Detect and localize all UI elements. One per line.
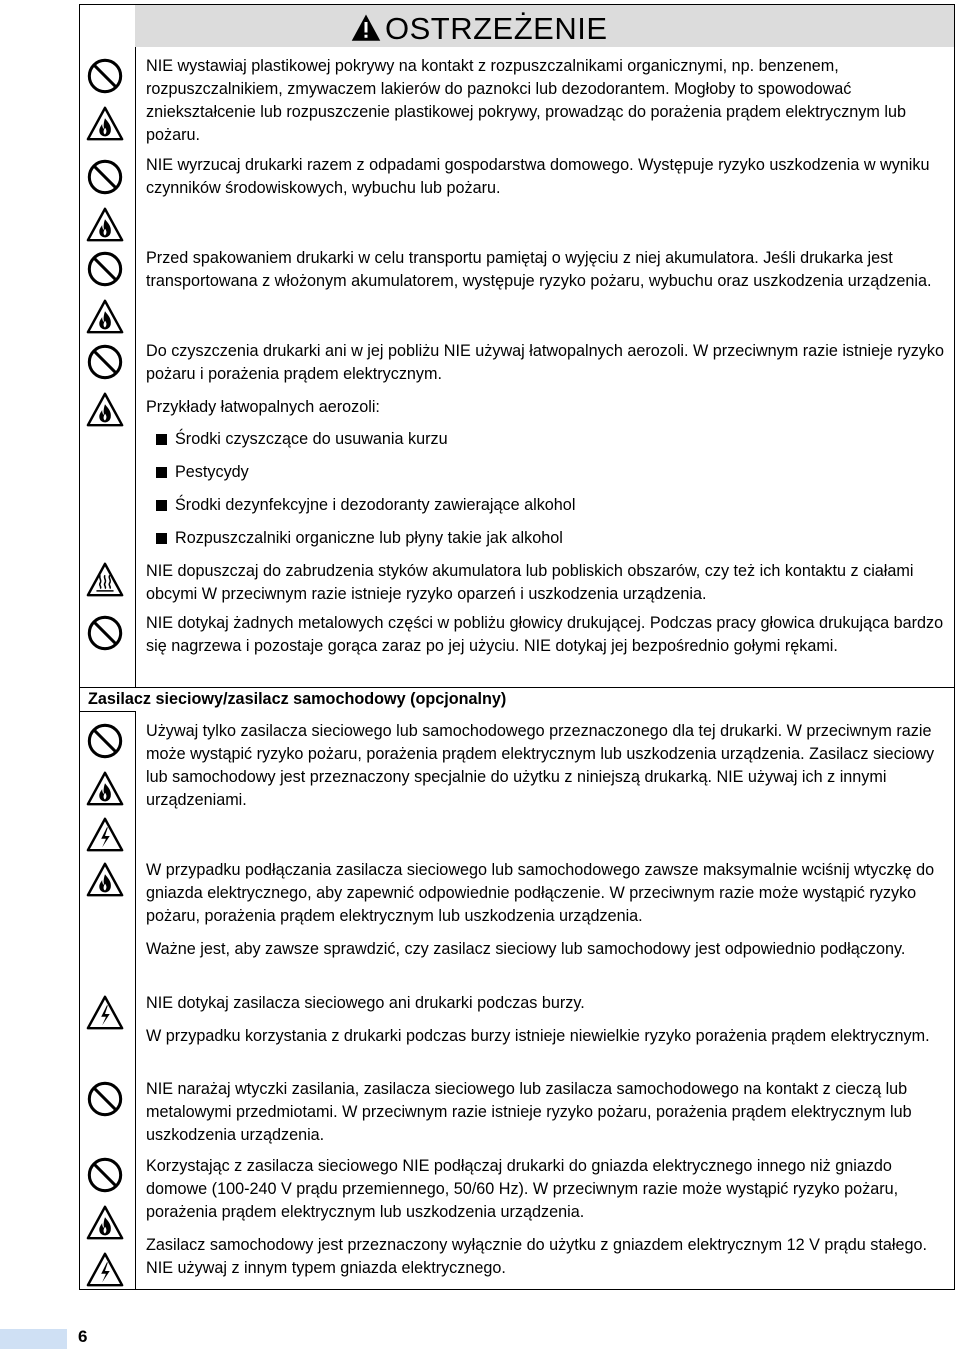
warning-paragraph: Przykłady łatwopalnych aerozoli: xyxy=(146,398,380,416)
prohibition-icon xyxy=(86,57,124,95)
warning-triangle-icon xyxy=(351,13,381,43)
prohibition-icon xyxy=(86,614,124,652)
prohibition-icon xyxy=(86,343,124,381)
list-item: Środki dezynfekcyjne i dezodoranty zawierające alkohol xyxy=(175,496,576,514)
prohibition-icon xyxy=(86,722,124,760)
bullet-marker xyxy=(156,434,167,445)
warning-header xyxy=(135,5,954,47)
electric-shock-warning-icon xyxy=(86,1251,124,1289)
warning-paragraph: NIE wyrzucaj drukarki razem z odpadami gospodarstwa domowego. Występuje ryzyko uszkodzenia w wyniku czynników środowiskowych, wybuchu lub pożaru. xyxy=(146,156,930,197)
fire-warning-icon xyxy=(86,206,124,244)
warning-paragraph: Do czyszczenia drukarki ani w jej pobliżu NIE używaj łatwopalnych aerozoli. W przeciwnym razie istnieje ryzyko pożaru i porażenia prądem elektrycznym. xyxy=(146,342,944,383)
fire-warning-icon xyxy=(86,105,124,143)
warning-paragraph: NIE narażaj wtyczki zasilania, zasilacza sieciowego lub zasilacza samochodowego na kontakt z cieczą lub metalowymi przedmiotami. W przeciwnym razie istnieje ryzyko pożaru, porażenia prądem elektrycznym lub uszkodzenia urządzenia. xyxy=(146,1080,912,1144)
warning-paragraph: NIE dotykaj żadnych metalowych części w pobliżu głowicy drukującej. Podczas pracy głowica drukująca bardzo się nagrzewa i pozostaje gorąca zaraz po jej użyciu. NIE dotykaj jej bezpośrednio gołymi rękami. xyxy=(146,614,944,655)
warning-paragraph: W przypadku korzystania z drukarki podczas burzy istnieje niewielkie ryzyko porażenia prądem elektrycznym. xyxy=(146,1027,930,1045)
warning-paragraph: W przypadku podłączania zasilacza sieciowego lub samochodowego zawsze maksymalnie wciśnij wtyczkę do gniazda elektrycznego, aby zapewnić odpowiednie podłączenie. W przeciwnym razie może wystąpić ryzyko pożaru, porażenia prądem elektrycznym lub uszkodzenia urządzenia. xyxy=(146,861,935,925)
list-item: Rozpuszczalniki organiczne lub płyny takie jak alkohol xyxy=(175,529,563,547)
warning-paragraph: NIE dotykaj zasilacza sieciowego ani drukarki podczas burzy. xyxy=(146,994,585,1012)
column-divider xyxy=(135,47,136,688)
section-title: Zasilacz sieciowy/zasilacz samochodowy (opcjonalny) xyxy=(88,690,507,708)
list-item: Pestycydy xyxy=(175,463,249,481)
fire-warning-icon xyxy=(86,298,124,336)
warning-paragraph: NIE wystawiaj plastikowej pokrywy na kontakt z rozpuszczalnikami organicznymi, np. benzenem, rozpuszczalnikiem, zmywaczem lakierów do paznokci lub dezodorantem. Mogłoby to spowodować zniekształcenie lub rozpuszczenie plastikowej pokrywy, prowadząc do porażenia prądem elektrycznym lub pożaru. xyxy=(146,57,906,144)
prohibition-icon xyxy=(86,250,124,288)
prohibition-icon xyxy=(86,158,124,196)
list-item: Środki czyszczące do usuwania kurzu xyxy=(175,430,448,448)
page-number: 6 xyxy=(78,1327,88,1346)
warning-paragraph: Przed spakowaniem drukarki w celu transportu pamiętaj o wyjęciu z niej akumulatora. Jeśli drukarka jest transportowana z włożonym akumulatorem, występuje ryzyko pożaru, wybuchu oraz uszkodzenia urządzenia. xyxy=(146,249,932,290)
warning-paragraph: Używaj tylko zasilacza sieciowego lub samochodowego przeznaczonego dla tej drukarki. W przeciwnym razie może wystąpić ryzyko pożaru, porażenia prądem elektrycznym lub uszkodzenia urządzenia. Zasilacz sieciowy lub samochodowy jest przeznaczony specjalnie do użytku z niniejszą drukarką. NIE używaj ich z innymi urządzeniami. xyxy=(146,722,935,809)
fire-warning-icon xyxy=(86,861,124,899)
bullet-marker xyxy=(156,533,167,544)
page-number-tab xyxy=(0,1329,67,1349)
warning-paragraph: Zasilacz samochodowy jest przeznaczony wyłącznie do użytku z gniazdem elektrycznym 12 V prądu stałego. NIE używaj z innym typem gniazda elektrycznego. xyxy=(146,1236,927,1277)
prohibition-icon xyxy=(86,1156,124,1194)
fire-warning-icon xyxy=(86,391,124,429)
warning-paragraph: NIE dopuszczaj do zabrudzenia styków akumulatora lub pobliskich obszarów, czy też ich kontaktu z ciałami obcymi W przeciwnym razie istnieje ryzyko oparzeń i uszkodzenia urządzenia. xyxy=(146,562,914,603)
column-divider xyxy=(135,712,136,1290)
hot-surface-warning-icon xyxy=(86,561,124,599)
fire-warning-icon xyxy=(86,1204,124,1242)
electric-shock-warning-icon xyxy=(86,816,124,854)
warning-paragraph: Korzystając z zasilacza sieciowego NIE podłączaj drukarki do gniazda elektrycznego innego niż gniazdo domowe (100-240 V prądu przemiennego, 50/60 Hz). W przeciwnym razie może wystąpić ryzyko pożaru, porażenia prądem elektrycznym lub uszkodzenia urządzenia. xyxy=(146,1157,899,1221)
section-divider xyxy=(80,711,136,712)
bullet-marker xyxy=(156,467,167,478)
bullet-marker xyxy=(156,500,167,511)
prohibition-icon xyxy=(86,1080,124,1118)
warning-paragraph: Ważne jest, aby zawsze sprawdzić, czy zasilacz sieciowy lub samochodowy jest odpowiednio podłączony. xyxy=(146,940,906,958)
warning-title: OSTRZEŻENIE xyxy=(385,11,608,46)
electric-shock-warning-icon xyxy=(86,994,124,1032)
fire-warning-icon xyxy=(86,770,124,808)
